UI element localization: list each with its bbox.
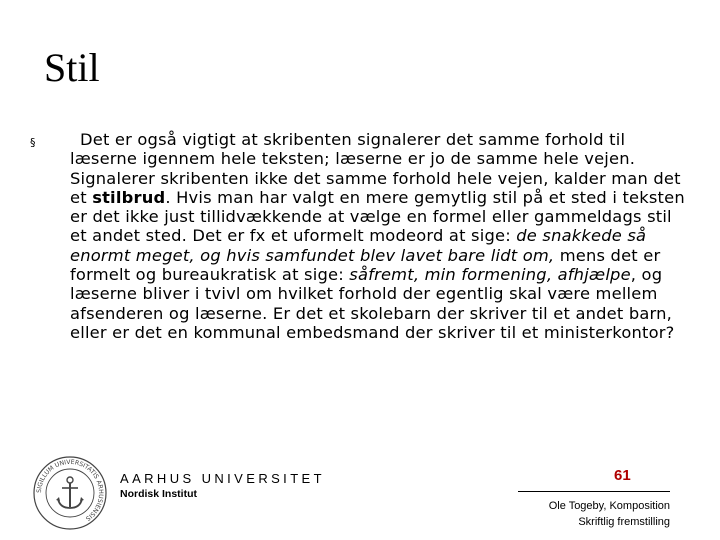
course-line: Skriftlig fremstilling bbox=[578, 516, 670, 528]
seal-text: SIGILLUM UNIVERSITATIS ARHUSIENSIS bbox=[35, 458, 105, 522]
formal-example: såfremt, min formening, afhjælpe bbox=[349, 265, 631, 285]
text-segment: Det er også vigtigt at skribenten signalerer det samme forhold til læserne igennem hele teksten; læserne er jo de samme hele vejen. Signalerer skribenten ikke det samme forhold hele vejen, kalder man det et bbox=[70, 130, 681, 207]
university-name: AARHUS UNIVERSITET bbox=[120, 471, 325, 486]
text-segment: mens det er formelt og bureaukratisk at sige: bbox=[70, 245, 661, 285]
informal-example: de snakkede så enormt meget, og hvis samfundet blev lavet bare lidt om, bbox=[70, 226, 647, 265]
university-seal-icon bbox=[32, 455, 108, 531]
text-segment: , og læserne bliver i tvivl om hvilket forhold der egentlig skal være mellem afsenderen og læserne. Er det et skolebarn der skriver til et andet barn, eller er det en kommunal embedsmand der skriver til et ministerkontor? bbox=[70, 265, 675, 342]
author-line: Ole Togeby, Komposition bbox=[548, 500, 670, 512]
stilbrud-term: stilbrud bbox=[92, 187, 166, 207]
text-segment: . Hvis man har valgt en mere gemytlig stil på et sted i teksten er det ikke just tillidvækkende at vælge en formel eller gammeldags stil et andet sted. Det er fx et uformelt modeord at sige: bbox=[70, 187, 685, 246]
institute-name: Nordisk Institut bbox=[120, 488, 198, 500]
body-paragraph bbox=[70, 130, 690, 342]
footer-credits bbox=[549, 498, 670, 530]
bullet-symbol: § bbox=[30, 136, 36, 149]
slide-title: Stil bbox=[44, 45, 100, 90]
page-number: 61 bbox=[614, 467, 631, 484]
footer-divider bbox=[518, 491, 670, 492]
